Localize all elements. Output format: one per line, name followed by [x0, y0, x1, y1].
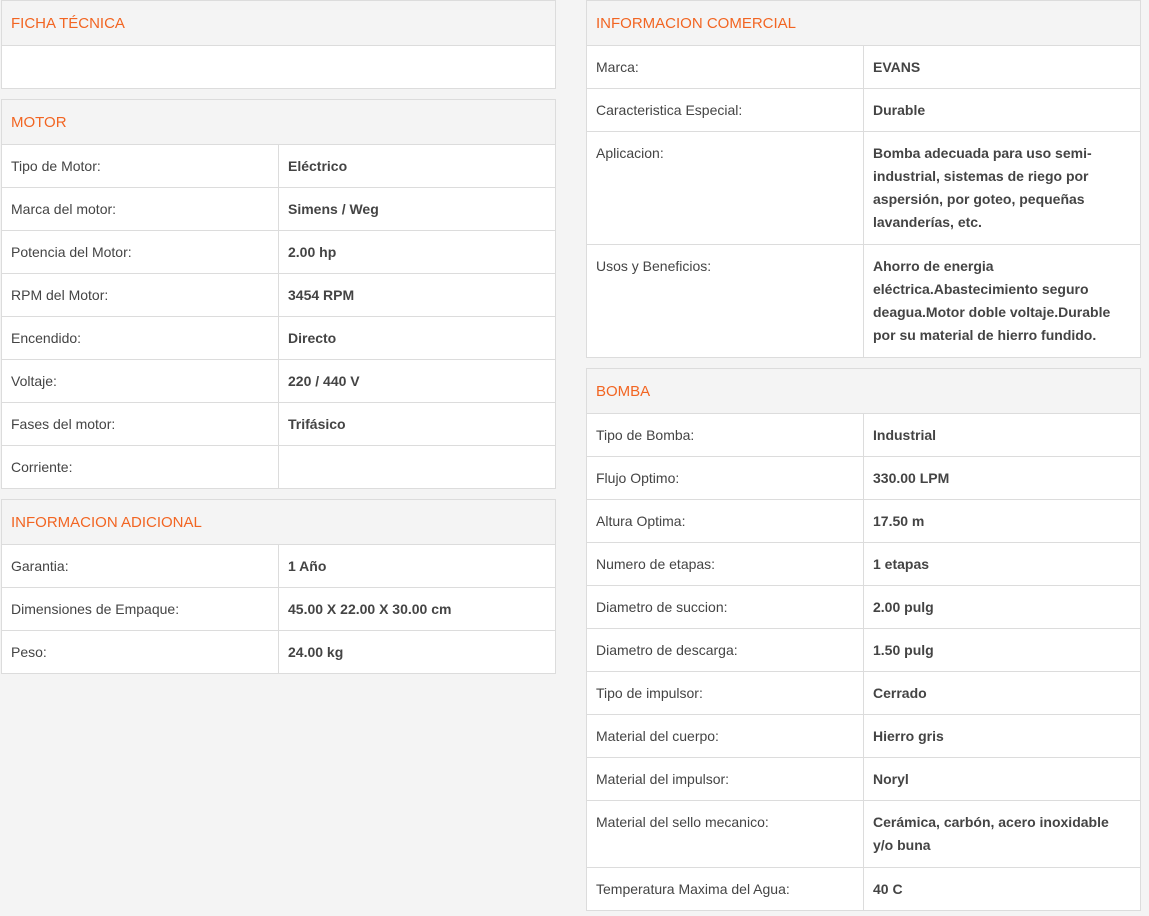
spec-label: Voltaje:	[2, 360, 279, 403]
motor-header	[2, 100, 556, 145]
spec-value: EVANS	[864, 46, 1141, 89]
spec-value: 1 etapas	[864, 543, 1141, 586]
bomba-table	[586, 368, 1141, 911]
table-row	[2, 545, 556, 588]
spec-label: Material del impulsor:	[587, 758, 864, 801]
ficha-tecnica-body	[2, 46, 556, 89]
table-row	[587, 457, 1141, 500]
spec-label: Numero de etapas:	[587, 543, 864, 586]
right-column	[586, 0, 1141, 911]
table-row	[587, 500, 1141, 543]
table-row	[2, 403, 556, 446]
spec-label: Temperatura Maxima del Agua:	[587, 868, 864, 911]
spec-label: Encendido:	[2, 317, 279, 360]
table-row	[2, 188, 556, 231]
table-row	[587, 715, 1141, 758]
ficha-tecnica-header	[2, 1, 556, 46]
bomba-header	[587, 369, 1141, 414]
spec-label: Material del sello mecanico:	[587, 801, 864, 868]
spec-label: Marca del motor:	[2, 188, 279, 231]
informacion-comercial-header	[587, 1, 1141, 46]
ficha-tecnica-empty-cell	[2, 46, 556, 89]
spec-label: Usos y Beneficios:	[587, 245, 864, 358]
spec-value	[279, 446, 556, 489]
spec-label: Potencia del Motor:	[2, 231, 279, 274]
motor-title: MOTOR	[2, 100, 556, 145]
spec-label: Tipo de impulsor:	[587, 672, 864, 715]
table-row	[587, 868, 1141, 911]
spec-label: Tipo de Bomba:	[587, 414, 864, 457]
spec-value: Hierro gris	[864, 715, 1141, 758]
spec-value: Simens / Weg	[279, 188, 556, 231]
informacion-adicional-title: INFORMACION ADICIONAL	[2, 500, 556, 545]
left-column	[1, 0, 556, 674]
table-row	[587, 46, 1141, 89]
informacion-adicional-table	[1, 499, 556, 674]
table-row	[587, 672, 1141, 715]
spec-label: Altura Optima:	[587, 500, 864, 543]
spec-label: Material del cuerpo:	[587, 715, 864, 758]
spec-value: Cerámica, carbón, acero inoxidable y/o buna	[864, 801, 1141, 868]
spec-label: Flujo Optimo:	[587, 457, 864, 500]
spec-label: Tipo de Motor:	[2, 145, 279, 188]
informacion-adicional-header	[2, 500, 556, 545]
spec-value: 1 Año	[279, 545, 556, 588]
ficha-tecnica-title: FICHA TÉCNICA	[2, 1, 556, 46]
spec-label: RPM del Motor:	[2, 274, 279, 317]
spec-value: 220 / 440 V	[279, 360, 556, 403]
table-row	[587, 586, 1141, 629]
spec-value: 1.50 pulg	[864, 629, 1141, 672]
table-row	[587, 801, 1141, 868]
spec-value: Durable	[864, 89, 1141, 132]
spec-label: Aplicacion:	[587, 132, 864, 245]
table-row	[2, 317, 556, 360]
table-row	[2, 631, 556, 674]
spec-label: Caracteristica Especial:	[587, 89, 864, 132]
spec-value: Eléctrico	[279, 145, 556, 188]
bomba-title: BOMBA	[587, 369, 1141, 414]
table-row	[587, 414, 1141, 457]
spec-value: Directo	[279, 317, 556, 360]
spec-value: 40 C	[864, 868, 1141, 911]
table-row	[2, 145, 556, 188]
spec-value: 2.00 hp	[279, 231, 556, 274]
ficha-tecnica-table	[1, 0, 556, 89]
spec-label: Diametro de descarga:	[587, 629, 864, 672]
spec-value: 24.00 kg	[279, 631, 556, 674]
table-row	[587, 132, 1141, 245]
spec-label: Corriente:	[2, 446, 279, 489]
spec-label: Garantia:	[2, 545, 279, 588]
spec-value: Industrial	[864, 414, 1141, 457]
spec-value: Noryl	[864, 758, 1141, 801]
spec-value: Trifásico	[279, 403, 556, 446]
informacion-comercial-title: INFORMACION COMERCIAL	[587, 1, 1141, 46]
table-row	[587, 758, 1141, 801]
table-row	[2, 360, 556, 403]
table-row	[587, 629, 1141, 672]
spec-value: Bomba adecuada para uso semi-industrial, sistemas de riego por aspersión, por goteo, pequeñas lavanderías, etc.	[864, 132, 1141, 245]
table-row	[2, 446, 556, 489]
spec-label: Dimensiones de Empaque:	[2, 588, 279, 631]
table-row	[2, 231, 556, 274]
table-row	[587, 245, 1141, 358]
spec-value: 17.50 m	[864, 500, 1141, 543]
spec-value: 45.00 X 22.00 X 30.00 cm	[279, 588, 556, 631]
table-row	[2, 588, 556, 631]
spec-value: 330.00 LPM	[864, 457, 1141, 500]
spec-label: Peso:	[2, 631, 279, 674]
spec-value: 3454 RPM	[279, 274, 556, 317]
spec-value: Cerrado	[864, 672, 1141, 715]
spec-label: Diametro de succion:	[587, 586, 864, 629]
informacion-comercial-table	[586, 0, 1141, 358]
spec-label: Marca:	[587, 46, 864, 89]
spec-value: Ahorro de energia eléctrica.Abastecimiento seguro deagua.Motor doble voltaje.Durable por su material de hierro fundido.	[864, 245, 1141, 358]
table-row	[587, 543, 1141, 586]
spec-label: Fases del motor:	[2, 403, 279, 446]
spec-value: 2.00 pulg	[864, 586, 1141, 629]
motor-table	[1, 99, 556, 489]
table-row	[587, 89, 1141, 132]
table-row	[2, 274, 556, 317]
